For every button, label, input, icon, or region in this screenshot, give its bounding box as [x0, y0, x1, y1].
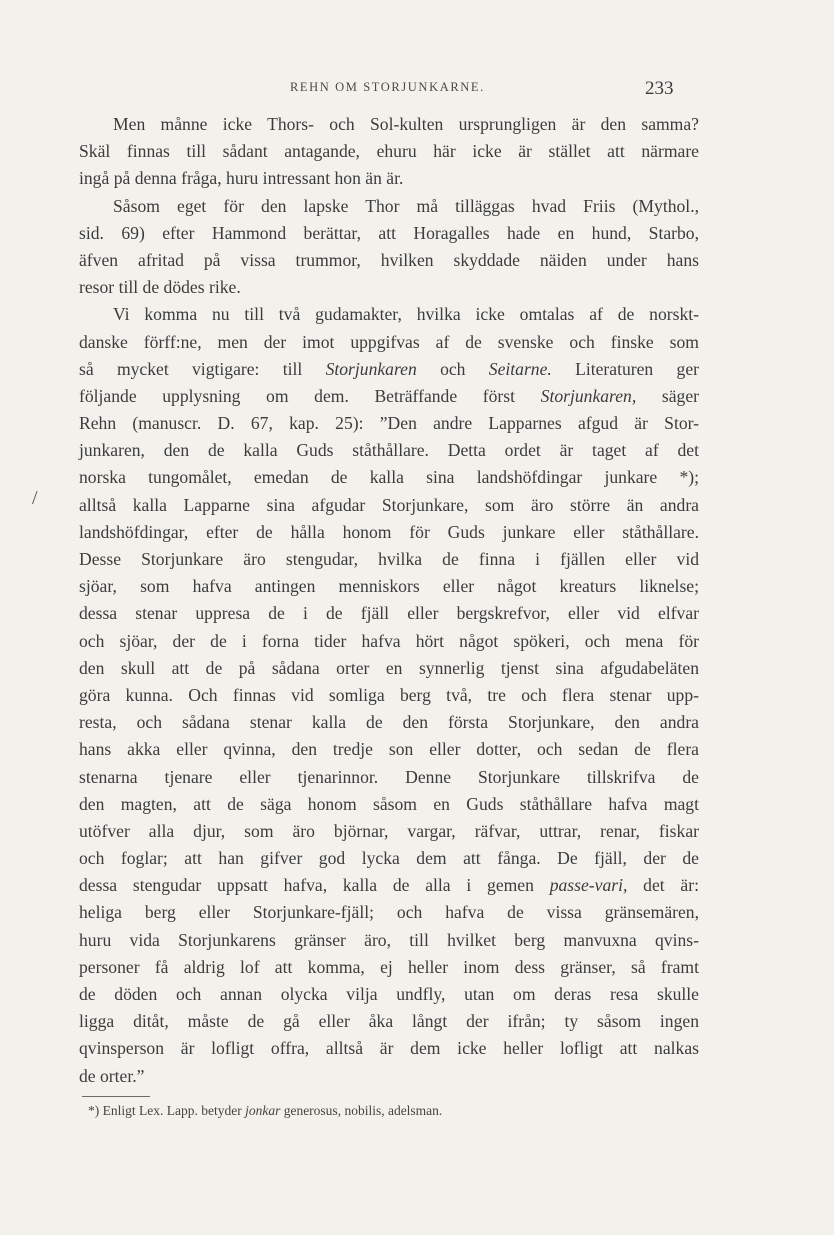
text-segment: utöfver alla djur, som äro björnar, vargar, räfvar, uttrar, renar, fiskar [79, 820, 699, 841]
text-segment: sid. 69) efter Hammond berättar, att Horagalles hade en hund, Starbo, [79, 222, 699, 243]
text-line [79, 791, 699, 818]
text-segment: qvinsperson är lofligt offra, alltså är dem icke heller lofligt att nalkas [79, 1038, 699, 1059]
text-segment: alltså kalla Lapparne sina afgudar Storjunkare, som äro större än andra [79, 494, 699, 515]
text-segment: äfven afritad på vissa trummor, hvilken skyddade näiden under hans [79, 249, 699, 270]
text-segment: resta, och sådana stenar kalla de den första Storjunkare, den andra [79, 712, 699, 733]
text-segment: hans akka eller qvinna, den tredje son eller dotter, och sedan de flera [79, 739, 699, 760]
text-line [79, 736, 699, 763]
italic-term: passe-vari, [549, 875, 628, 896]
text-segment: Vi komma nu till två gudamakter, hvilka icke omtalas af de norskt- [113, 304, 699, 325]
text-line [79, 927, 699, 954]
text-segment: stenarna tjenare eller tjenarinnor. Denne Storjunkare tillskrifva de [79, 766, 699, 787]
footnote-segment: generosus, nobilis, adelsman. [280, 1103, 443, 1118]
text-line [79, 464, 699, 491]
text-line [79, 165, 699, 192]
running-head: REHN OM STORJUNKARNE. [290, 80, 485, 94]
page-number: 233 [645, 78, 674, 99]
text-segment: och foglar; att han gifver god lycka dem att fånga. De fjäll, der de [79, 848, 699, 869]
text-line [79, 492, 699, 519]
italic-term: Storjunkaren [325, 358, 417, 379]
text-segment: Skäl finnas till sådant antagande, ehuru här icke är stället att närmare [79, 141, 699, 162]
text-line [79, 519, 699, 546]
footnote [88, 1101, 442, 1121]
footnote-rule [82, 1096, 150, 1097]
text-line [79, 247, 699, 274]
text-segment: personer få aldrig lof att komma, ej heller inom dess gränser, så framt [79, 956, 699, 977]
text-line [79, 655, 699, 682]
text-line [79, 301, 699, 328]
text-segment: huru vida Storjunkarens gränser äro, till hvilket berg manvuxna qvins- [79, 929, 699, 950]
text-line [79, 111, 699, 138]
footnote-italic-term: jonkar [245, 1103, 281, 1118]
text-segment: danske förff:ne, men der imot uppgifvas af de svenske och finske som [79, 331, 699, 352]
text-segment: och [416, 358, 489, 379]
text-line [79, 138, 699, 165]
text-segment: så mycket vigtigare: till [79, 358, 326, 379]
text-segment: och sjöar, der de i forna tider hafva hört något spökeri, och mena för [79, 630, 699, 651]
text-line [79, 193, 699, 220]
text-segment: junkaren, den de kalla Guds ståthållare. Detta ordet är taget af det [79, 440, 699, 461]
text-segment: norska tungomålet, emedan de kalla sina landshöfdingar junkare *); [79, 467, 699, 488]
text-segment: de orter.” [79, 1065, 145, 1086]
text-segment: heliga berg eller Storjunkare-fjäll; och hafva de vissa gränsemären, [79, 902, 699, 923]
text-segment: dessa stenar uppresa de i de fjäll eller bergskrefvor, eller vid elfvar [79, 603, 699, 624]
text-line [79, 329, 699, 356]
italic-term: Storjunkaren, [540, 385, 637, 406]
text-segment: den magten, att de säga honom såsom en Guds ståthållare hafva magt [79, 793, 699, 814]
text-line [79, 220, 699, 247]
text-segment: landshöfdingar, efter de hålla honom för Guds junkare eller ståthållare. [79, 521, 699, 542]
text-line [79, 1035, 699, 1062]
text-line [79, 872, 699, 899]
text-segment: Rehn (manuscr. D. 67, kap. 25): ”Den andre Lapparnes afgud är Stor- [79, 413, 699, 434]
text-segment: Desse Storjunkare äro stengudar, hvilka de finna i fjällen eller vid [79, 549, 699, 569]
text-segment: följande upplysning om dem. Beträffande först [79, 385, 541, 406]
text-segment: Literaturen ger [551, 358, 699, 379]
text-line [79, 356, 699, 383]
italic-term: Seitarne. [488, 358, 552, 379]
text-line [79, 628, 699, 655]
text-line [79, 1063, 699, 1090]
margin-pencil-mark: / [32, 487, 38, 509]
text-segment: göra kunna. Och finnas vid somliga berg två, tre och flera stenar upp- [79, 684, 699, 705]
text-line [79, 600, 699, 627]
text-line [79, 845, 699, 872]
text-line [79, 764, 699, 791]
text-line [79, 573, 699, 600]
text-line [79, 899, 699, 926]
text-line [79, 682, 699, 709]
text-segment: den skull att de på sådana orter en synnerlig tjenst sina afgudabeläten [79, 657, 699, 678]
text-line [79, 981, 699, 1008]
text-segment: Såsom eget för den lapske Thor må tilläggas hvad Friis (Mythol., [113, 195, 699, 216]
text-segment: resor till de dödes rike. [79, 277, 241, 298]
text-segment: sjöar, som hafva antingen menniskors eller något kreaturs liknelse; [79, 576, 699, 597]
body-text [79, 111, 699, 1090]
text-line [79, 437, 699, 464]
text-segment: ingå på denna fråga, huru intressant hon än är. [79, 168, 404, 189]
text-line [79, 954, 699, 981]
text-line [79, 546, 699, 573]
footnote-segment: *) Enligt Lex. Lapp. betyder [88, 1103, 246, 1118]
text-line [79, 1008, 699, 1035]
text-segment: ligga ditåt, måste de gå eller åka långt der ifrån; ty såsom ingen [79, 1011, 699, 1032]
text-line [79, 274, 699, 301]
text-segment: de döden och annan olycka vilja undfly, utan om deras resa skulle [79, 984, 699, 1004]
text-segment: säger [636, 385, 699, 406]
text-line [79, 383, 699, 410]
text-segment: det är: [627, 875, 699, 896]
text-line [79, 709, 699, 736]
text-line [79, 818, 699, 845]
text-segment: Men månne icke Thors- och Sol-kulten ursprungligen är den samma? [113, 114, 699, 134]
text-line [79, 410, 699, 437]
page-header [0, 78, 834, 102]
text-segment: dessa stengudar uppsatt hafva, kalla de alla i gemen [79, 875, 550, 896]
